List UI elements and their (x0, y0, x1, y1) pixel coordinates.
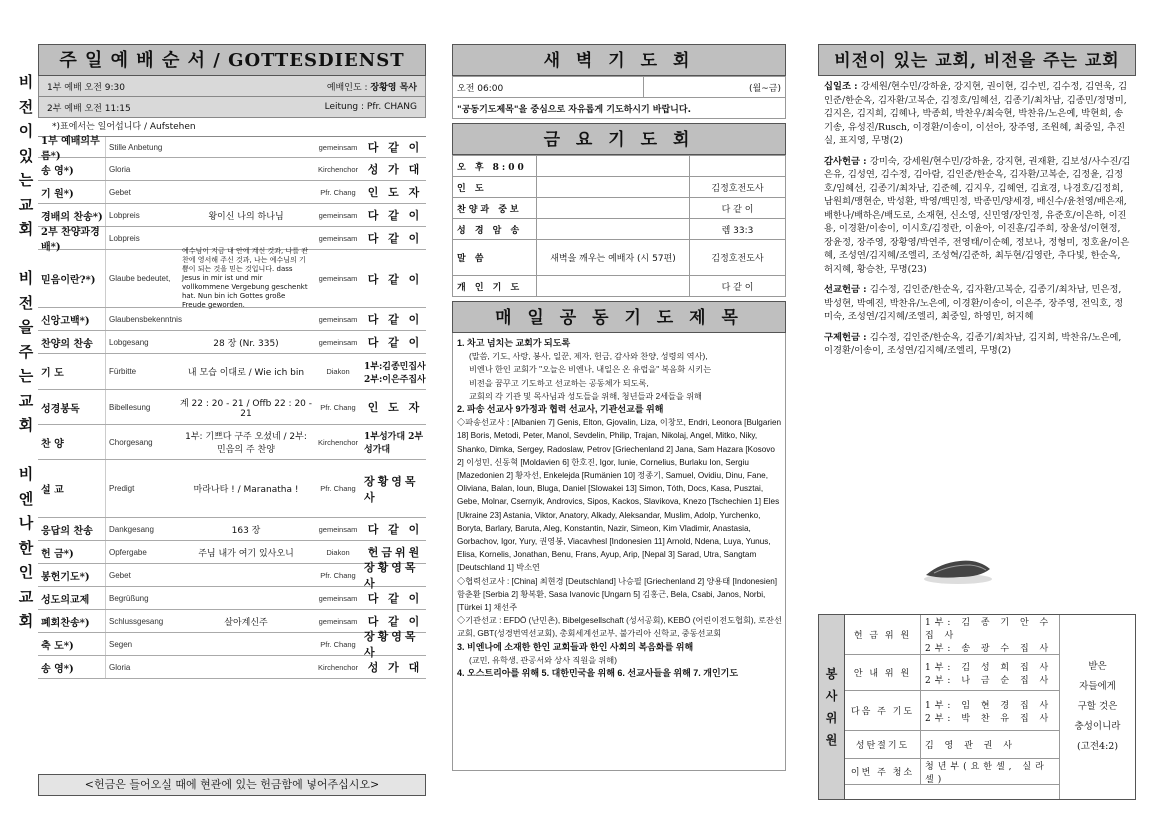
motto-char: 회 (18, 612, 34, 630)
offering-group (824, 80, 1132, 148)
stand-note: *)표에서는 일어섭니다 / Aufstehen (52, 122, 196, 132)
volunteer-label-char: 원 (825, 733, 838, 747)
motto-char: 전 (18, 293, 34, 312)
prayer-line: 비엔나 한인 교회가 "오늘은 비엔나, 내일은 온 유럽을" 복음화 시키는 (469, 365, 712, 375)
friday-row (453, 156, 786, 177)
service-row (38, 308, 426, 331)
volunteer-role: 안 내 위 원 (845, 655, 921, 690)
dawn-prayer-table (452, 76, 786, 119)
service-item-german: Fürbitte (109, 367, 137, 376)
service-item-mode: gemeinsam (318, 616, 358, 626)
friday-person: 김정호전도사 (690, 240, 786, 276)
volunteer-label-char: 사 (825, 689, 838, 703)
friday-detail (537, 156, 690, 177)
service-item-person: 헌금위원 (367, 546, 423, 559)
service-item-detail: 내 모습 이대로 / Wie ich bin (187, 368, 305, 378)
friday-row (453, 276, 786, 297)
service-item-name: 송 영*) (38, 158, 106, 180)
service-item-mode: gemeinsam (318, 210, 358, 220)
volunteer-table (818, 614, 1136, 800)
service-item-german: Gloria (109, 164, 131, 174)
motto-char: 인 (18, 563, 34, 581)
volunteer-name: 1부: 임 현 경 집 사 (925, 700, 1053, 711)
motto-char: 는 (18, 367, 34, 385)
prayer-line: ◇기관선교 : EFDÖ (난민촌), Bibelgesellschaft (성서공회), KEBÖ (어린이전도협회), 로잔선교회, GBT(성경번역선교회), 총회세계선교부, 불가리아 신학교, 중동선교회 (457, 616, 782, 639)
friday-row (453, 198, 786, 219)
service-item-detail: 28 장 (Nr. 335) (213, 338, 279, 349)
service-item-german: Gebet (109, 570, 131, 580)
service-item-detail (180, 656, 312, 678)
service-item-german: Lobpreis (109, 210, 140, 220)
volunteer-name: 김 영 관 권 사 (925, 741, 1016, 751)
service-item-german: Gloria (109, 662, 131, 672)
volunteer-names (921, 691, 1059, 730)
service-item-name: 응답의 찬송 (38, 518, 106, 540)
motto-char: 비 (18, 269, 34, 287)
prayer-line: 1. 차고 넘치는 교회가 되도록 (457, 338, 571, 348)
service-item-detail: 예수님이 지금 내 안에 계신 것과, 나를 관찬에 영서해 주신 것과, 나는 예수님의 기쁨이 되는 것을 믿는 것입니다. dass Jesus in mir ist und mir vollkommene Vergebung geschenkt hat. Nun bin ich Gottes große Freude geworden. (182, 247, 308, 309)
service-item-mode: Kirchenchor (317, 164, 359, 174)
friday-row (453, 177, 786, 198)
friday-person: 김정호전도사 (690, 177, 786, 198)
volunteer-name: 2부: 나 금 순 집 사 (925, 675, 1053, 686)
service-row (38, 390, 426, 425)
friday-label: 찬양과 중보 (453, 198, 537, 219)
friday-person: 다 같 이 (690, 198, 786, 219)
offering-names: 강세원/현수민/강하윤, 강지현, 권이현, 김수빈, 김수정, 김연욱, 김인준/한순옥, 김자환/고복순, 김정호/임혜선, 김종기/최차남, 김종민/정명미, 김지은, 김지희, 김혜나, 박종희, 박찬우/최숙현, 박찬유/노은예, 박현희, 송기송, 유성진/Rusch, 이경환/이송이, 이선아, 장주영, 조원혜, 최중일, 추진실, 표지영, 무명(2) (824, 81, 1128, 146)
service-item-german: Glaube bedeutet, (109, 274, 171, 283)
service-item-mode: gemeinsam (318, 274, 358, 283)
friday-label: 인 도 (453, 177, 537, 198)
motto-char: 나 (18, 514, 34, 532)
service-item-person: 다 같 이 (367, 232, 423, 245)
second-service-time: 2부 예배 오전 11:15 (47, 103, 131, 114)
prayer-line: (교민, 유학생, 관공서와 상사 직원을 위해) (469, 655, 617, 665)
service-row (38, 247, 426, 309)
service-item-person: 다 같 이 (367, 313, 423, 326)
service-item-german: Bibellesung (109, 402, 151, 412)
service-item-name: 믿음이란?*) (38, 250, 106, 307)
service-item-name: 신앙고백*) (38, 308, 106, 330)
friday-detail (537, 219, 690, 240)
service-item-german: Lobpreis (109, 233, 140, 243)
offering-names: 강미숙, 강세원/현수민/강하윤, 강지현, 권재환, 김보성/사수진/김은유, 김성연, 김수정, 김아람, 김인준/한순옥, 김자환/고복순, 김정윤, 김정호/임혜선, 김종기/최차남, 김준혜, 김지우, 김혜연, 김효경, 나경호/김정희, 남원희/맹현순, 박성환, 박영/백민정, 박종민/양세경, 배신수/윤천영/배은재, 배한나/배하은/배도로, 소재현, 신소영, 신민영/장인정, 유준호/이은하, 이진용, 이경환/이송이, 이시호/김정란, 이윤아, 이진훈/김주희, 장윤성/이현정, 장윤정, 장주영, 장황영/박연주, 전영태/이순혜, 정보나, 정형미, 정호윤/이은혜, 조성연/김지혜/조엘리, 조성혁/김준하, 최두현/김영란, 추다빛, 한순옥, 허지혜, 황승찬, 무명(23) (824, 155, 1131, 275)
service-item-mode: Pfr. Chang (320, 402, 356, 412)
volunteer-names (921, 655, 1059, 690)
vision-column (818, 44, 1136, 365)
friday-row (453, 219, 786, 240)
service-item-name: 설 교 (38, 460, 106, 517)
service-item-detail (180, 564, 312, 586)
service-item-name: 봉헌기도*) (38, 564, 106, 586)
prayer-line: 교회의 각 기관 및 목사님과 성도들을 위해, 청년들과 2세들을 위해 (469, 391, 702, 401)
service-item-person: 다 같 이 (367, 209, 423, 222)
service-item-detail (180, 227, 312, 249)
friday-label: 성 경 암 송 (453, 219, 537, 240)
praying-hands-illustration (920, 545, 996, 587)
service-row (38, 518, 426, 541)
motto-char: 회 (18, 416, 34, 434)
friday-label: 오 후 8:00 (453, 156, 537, 177)
dawn-prayer-title: 새 벽 기 도 회 (452, 44, 786, 76)
service-row (38, 354, 426, 390)
service-item-mode: gemeinsam (318, 593, 358, 603)
service-row (38, 561, 426, 590)
friday-person: 다 같 이 (690, 276, 786, 297)
service-order (38, 44, 426, 679)
service-row (38, 158, 426, 181)
motto-char: 있 (18, 146, 34, 165)
service-item-detail (180, 587, 312, 609)
service-item-person: 다 같 이 (367, 272, 423, 286)
offering-note: <헌금은 들어오실 때에 현관에 있는 헌금함에 넣어주십시오> (38, 774, 426, 796)
offering-type: 십일조 : (824, 81, 861, 92)
volunteer-rows (845, 615, 1059, 799)
motto-char: 엔 (18, 489, 34, 508)
service-item-german: Segen (109, 639, 133, 649)
service-item-detail: 계 22 : 20 - 21 / Offb 22 : 20 - 21 (180, 398, 313, 419)
motto-char: 이 (18, 122, 34, 140)
volunteer-role: 다음 주 기도 (845, 691, 921, 730)
service-item-detail (180, 633, 312, 655)
offering-list (818, 76, 1136, 358)
friday-detail (537, 198, 690, 219)
motto-char (16, 438, 36, 463)
service-row (38, 181, 426, 204)
service-item-mode: Pfr. Chang (320, 484, 356, 493)
motto-char: 을 (18, 318, 34, 336)
service-item-mode: gemeinsam (318, 337, 358, 347)
volunteer-names (921, 731, 1059, 758)
volunteer-name: 청년부(요한셀, 실라셀) (925, 761, 1048, 785)
volunteer-row (845, 691, 1059, 731)
offering-group (824, 155, 1132, 277)
volunteer-role: 헌 금 위 원 (845, 615, 921, 654)
service-item-name: 찬양의 찬송 (38, 331, 106, 353)
motto-char: 교 (18, 391, 34, 410)
service-item-person: 성 가 대 (367, 661, 423, 674)
service-item-detail (180, 181, 312, 203)
service-item-mode: Kirchenchor (317, 437, 359, 447)
offering-names: 김수정, 김인준/한순옥, 김종기/최차남, 김지희, 박찬유/노은예, 이경환/이송이, 조성연/김지혜/조엘리, 무명(2) (824, 331, 1122, 356)
service-title: 주 일 예 배 순 서 / GOTTESDIENST (38, 44, 426, 76)
prayer-line: 4. 오스트리아를 위해 5. 대한민국을 위해 6. 선교사들을 위해 7. 개인기도 (457, 668, 739, 679)
service-row (38, 630, 426, 659)
service-item-mode: Pfr. Chang (320, 187, 356, 197)
service-row (38, 656, 426, 679)
prayer-line: 2. 파송 선교사 9가정과 협력 선교사, 기관선교를 위해 (457, 404, 664, 415)
service-item-person: 장황영목사 (364, 561, 419, 590)
service-item-person: 다 같 이 (367, 141, 423, 154)
service-item-german: Opfergabe (109, 547, 147, 557)
volunteer-row (845, 731, 1059, 759)
motto-char: 전 (18, 97, 34, 116)
offering-type: 선교헌금 : (824, 284, 870, 295)
volunteer-row (845, 655, 1059, 691)
service-item-german: Begrüßung (109, 593, 149, 603)
volunteer-role: 성탄절기도 (845, 731, 921, 758)
service-item-name: 2부 찬양과경배*) (38, 227, 106, 249)
service-item-german: Gebet (109, 187, 131, 197)
motto-char: 교 (18, 587, 34, 606)
friday-detail (537, 177, 690, 198)
quote-line: 충성이니라 (1074, 721, 1121, 732)
motto-char: 비 (18, 465, 34, 483)
service-item-detail: 살아계신주 (224, 617, 268, 628)
service-item-name: 성도의교제 (38, 587, 106, 609)
service-item-person: 1부성가대 2부성가대 (364, 432, 424, 455)
service-item-person: 인 도 자 (367, 401, 423, 414)
service-item-detail: 1부: 기쁘다 구주 오셨네 / 2부: 민음의 주 찬양 (185, 432, 307, 455)
vision-title: 비전이 있는 교회, 비전을 주는 교회 (818, 44, 1136, 76)
volunteer-row (845, 615, 1059, 655)
offering-group (824, 331, 1132, 358)
quote-line: 구할 것은 (1077, 701, 1118, 712)
service-item-detail: 163 장 (231, 525, 261, 536)
service-item-mode: Diakon (326, 547, 350, 557)
quote-line: 받은 (1088, 661, 1107, 672)
bible-quote (1059, 615, 1135, 799)
service-item-german: Dankgesang (109, 524, 154, 534)
service-row (38, 460, 426, 518)
volunteer-label-char: 봉 (825, 667, 838, 681)
volunteer-names (921, 615, 1059, 654)
leader-name: 장황영 목사 (370, 82, 417, 93)
volunteer-name: 2부: 박 찬 유 집 사 (925, 713, 1053, 724)
friday-detail (537, 276, 690, 297)
volunteer-name: 2부: 송 광 수 집 사 (925, 644, 1053, 654)
service-item-mode: Pfr. Chang (320, 639, 356, 649)
service-item-mode: gemeinsam (318, 142, 358, 152)
service-item-name: 1부 예배의부름*) (38, 137, 106, 157)
service-row (38, 331, 426, 354)
service-item-name: 찬 양 (38, 425, 106, 459)
first-service-row (38, 76, 426, 97)
dawn-days: (월~금) (644, 77, 786, 98)
service-item-person: 장황영목사 (364, 630, 419, 659)
prayer-line: 3. 비엔나에 소재한 한인 교회들과 한인 사회의 복음화를 위해 (457, 641, 694, 652)
volunteer-names (921, 759, 1059, 784)
service-item-detail: 주님 내가 여기 있사오니 (198, 548, 294, 559)
leader-label: 예배인도 : (326, 82, 371, 93)
motto-char: 주 (18, 342, 34, 361)
service-item-person: 다 같 이 (367, 592, 423, 605)
service-item-detail: 마라나타 ! / Maranatha ! (193, 485, 299, 495)
service-item-detail (180, 158, 312, 180)
service-item-mode: gemeinsam (318, 233, 358, 243)
service-item-mode: Diakon (326, 367, 350, 376)
motto-char: 는 (18, 171, 34, 189)
service-item-mode: Pfr. Chang (320, 570, 356, 580)
service-table (38, 136, 426, 679)
quote-line: 자들에게 (1079, 681, 1116, 692)
second-service-leader: Leitung : Pfr. CHANG (324, 102, 417, 112)
second-service-row (38, 97, 426, 118)
daily-prayer-list (452, 333, 786, 771)
service-item-german: Glaubensbekenntnis (109, 314, 182, 324)
motto-char: 한 (18, 538, 34, 557)
service-item-person: 다 같 이 (367, 336, 423, 349)
service-row (38, 425, 426, 460)
friday-detail: 새벽을 깨우는 예배자 (시 57편) (537, 240, 690, 276)
service-item-german: Lobgesang (109, 337, 149, 347)
friday-person (690, 156, 786, 177)
daily-prayer-title: 매 일 공 동 기 도 제 목 (452, 301, 786, 333)
service-item-mode: gemeinsam (318, 524, 358, 534)
service-item-name: 경배의 찬송*) (38, 204, 106, 226)
volunteer-label (819, 615, 845, 799)
service-item-person: 장황영목사 (364, 474, 419, 504)
service-item-person: 성 가 대 (367, 163, 423, 176)
prayer-line: ◇파송선교사 : [Albanien 7] Genis, Elton, Gjovalin, Liza, 이창모, Endri, Leonora [Bulgarien 18] Boris, Metodi, Peter, Manol, Sevdelin, Philip, Trajan, Nikolaj, Angel, Mitko, Niky, Shanko, Dimka, Sergey, Radoslaw, Petrov [Griechenland 2] Jana, Sam Hazara [Kosovo 2] 이성민, 신동혁 [Moldavien 6] 한호진, Igor, Iunie, Cornelius, Burlaku Ion, Sergiu [Mazedonien 2] 황자선, Enkelejda [Rumänien 10] 정종기, Samuel, Ovidiu, Dinu, Fane, Oliviana, Balan, Ioun, Bluga, Daniel [Slowakei 13] Simon, Tóth, Docs, Kasa, Pusztai, Gebe, Molnar, Csernyik, Androvics, Sipos, Kackos, Slavikova, Knezo [Tschechien 1] Eles [Ukraine 23] Astania, Viktor, Anatory, Alkady, Aleksandar, Muslim, Adolp, Yurchenko, Boryta, Barlary, Baruta, Aleg, Konstantin, Nazir, Simeon, Kim Vladimir, Anastasia, Gorbachov, Igor, Yury, 권영봉, Viacavhesl [Indonesien 11] Arnold, Ndena, Luya, Yunus, Elisa, Kornelis, Jonathan, Benu, Frans, Ayup, Arip, [Nepal 3] Sarad, Utra, Sangtam [Deutschland 1] 박소연 (457, 418, 782, 573)
volunteer-row (845, 759, 1059, 785)
service-item-name: 축 도*) (38, 633, 106, 655)
prayer-line: 비전을 꿈꾸고 기도하고 선교하는 공동체가 되도록, (469, 378, 649, 388)
service-item-name: 송 영*) (38, 656, 106, 678)
motto-char: 회 (18, 220, 34, 238)
motto-char: 비 (18, 73, 34, 91)
service-item-mode: Kirchenchor (317, 662, 359, 672)
offering-names: 김수정, 김인준/한순옥, 김자환/고복순, 김종기/최차남, 민은정, 박성현, 박예진, 박찬유/노은예, 이경환/이송이, 이은주, 장주영, 전익호, 정미숙, 조성연/김지혜/조엘리, 최중일, 하영민, 허지혜 (824, 284, 1124, 322)
volunteer-name: 1부: 김 종 기 안 수 집 사 (925, 618, 1053, 641)
service-item-name: 헌 금*) (38, 541, 106, 563)
friday-prayer-title: 금 요 기 도 회 (452, 123, 786, 155)
service-item-name: 폐회찬송*) (38, 610, 106, 632)
quote-line: (고전4:2) (1076, 741, 1119, 752)
friday-row (453, 240, 786, 276)
service-item-person: 다 같 이 (367, 615, 423, 628)
service-item-person: 인 도 자 (367, 186, 423, 199)
friday-label: 말 씀 (453, 240, 537, 276)
vertical-motto (16, 70, 36, 634)
offering-type: 구제헌금 : (824, 331, 870, 343)
service-item-detail (180, 308, 312, 330)
service-item-person: 1부:김종민집사 2부:이은주집사 (364, 361, 426, 385)
service-item-name: 성경봉독 (38, 390, 106, 424)
service-row (38, 587, 426, 610)
friday-label: 개 인 기 도 (453, 276, 537, 297)
motto-char (16, 242, 36, 267)
dawn-note: "공동기도제목"을 중심으로 자유롭게 기도하시기 바랍니다. (453, 98, 786, 119)
service-item-detail: 왕이신 나의 하나님 (208, 211, 284, 222)
service-item-mode: gemeinsam (318, 314, 358, 324)
service-row (38, 136, 426, 162)
service-item-german: Stille Anbetung (109, 142, 163, 152)
prayer-line: ◇협력선교사 : [China] 최현경 [Deutschland] 나승필 [Griechenland 2] 양용태 [Indonesien] 함춘환 [Serbia 2] 황복환, Sasa Ivanovic [Ungarn 5] 김홍근, Bela, Csabi, Janos, Norbi, [Türkei 1] 채선주 (457, 576, 778, 613)
offering-type: 감사헌금 : (824, 155, 870, 167)
service-item-german: Chorgesang (109, 437, 153, 447)
prayer-column (452, 44, 786, 771)
volunteer-label-char: 위 (825, 711, 838, 725)
volunteer-name: 1부: 김 성 희 집 사 (925, 662, 1053, 673)
friday-person: 렘 33:3 (690, 219, 786, 240)
offering-group (824, 283, 1132, 324)
prayer-line: (말씀, 기도, 사랑, 봉사, 일꾼, 제자, 헌금, 감사와 찬양, 성령의 역사), (469, 352, 708, 362)
service-item-name: 기 도 (38, 354, 106, 389)
service-item-name: 기 원*) (38, 181, 106, 203)
friday-prayer-table (452, 155, 786, 297)
service-item-detail (180, 137, 312, 157)
volunteer-role: 이번 주 청소 (845, 759, 921, 784)
service-item-person: 다 같 이 (367, 523, 423, 536)
first-service-time: 1부 예배 오전 9:30 (47, 82, 125, 93)
service-item-german: Predigt (109, 484, 135, 493)
service-item-german: Schlussgesang (109, 616, 164, 626)
dawn-time: 오전 06:00 (453, 77, 644, 98)
motto-char: 교 (18, 195, 34, 214)
